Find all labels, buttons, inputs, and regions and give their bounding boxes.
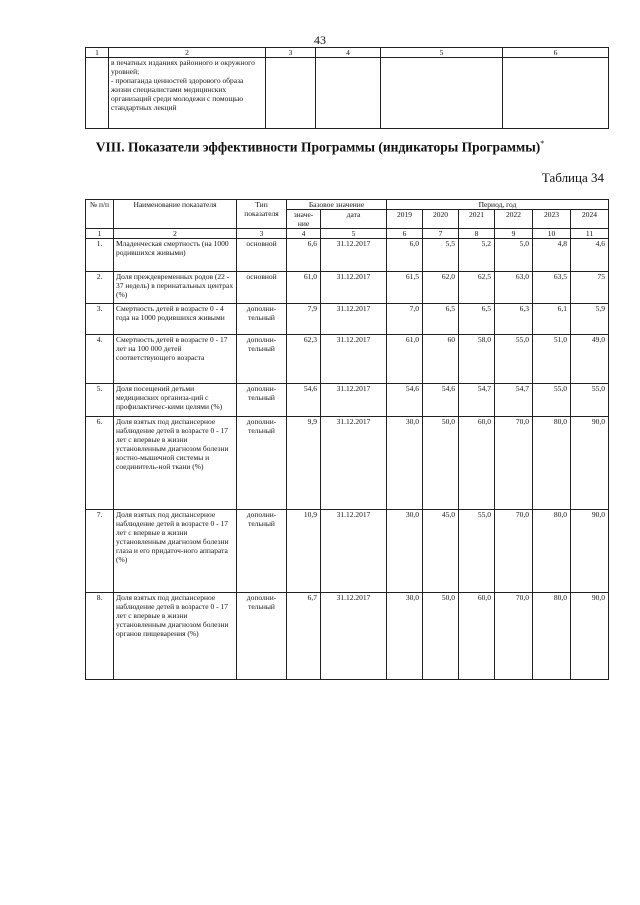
table-row bbox=[86, 272, 609, 304]
header-row bbox=[86, 200, 609, 210]
year-value: 54,6 bbox=[423, 384, 459, 417]
year-value: 5,5 bbox=[423, 239, 459, 272]
indicator-type: основной bbox=[237, 272, 287, 304]
continuation-body-row bbox=[86, 58, 609, 129]
continuation-table bbox=[85, 47, 609, 129]
indicator-name: Доля взятых под диспансерное наблюдение детей в возрасте 0 - 17 лет с впервые в жизни установленным диагнозом болезни костно-мышечной системы и соединитель-ной ткани (%) bbox=[114, 417, 237, 510]
base-date: 31.12.2017 bbox=[321, 510, 387, 593]
year-value: 70,0 bbox=[495, 510, 533, 593]
base-date: 31.12.2017 bbox=[321, 304, 387, 335]
year-header: 2019 bbox=[387, 210, 423, 229]
year-value: 90,0 bbox=[571, 593, 609, 680]
indicator-type: дополни-тельный bbox=[237, 593, 287, 680]
base-date: 31.12.2017 bbox=[321, 593, 387, 680]
col-number: 1 bbox=[86, 229, 114, 239]
base-value: 62,3 bbox=[287, 335, 321, 384]
column-number-row bbox=[86, 229, 609, 239]
year-value: 62,5 bbox=[459, 272, 495, 304]
base-date: 31.12.2017 bbox=[321, 417, 387, 510]
year-header: 2020 bbox=[423, 210, 459, 229]
year-value: 75 bbox=[571, 272, 609, 304]
year-value: 4,6 bbox=[571, 239, 609, 272]
col-header-base-date: дата bbox=[321, 210, 387, 229]
year-value: 30,0 bbox=[387, 510, 423, 593]
base-date: 31.12.2017 bbox=[321, 239, 387, 272]
table-row bbox=[86, 304, 609, 335]
year-value: 55,0 bbox=[571, 384, 609, 417]
indicator-name: Смертность детей в возрасте 0 - 17 лет на 100 000 детей соответствующего возраста bbox=[114, 335, 237, 384]
year-value: 80,0 bbox=[533, 510, 571, 593]
year-value: 60 bbox=[423, 335, 459, 384]
row-number: 5. bbox=[86, 384, 114, 417]
year-value: 6,3 bbox=[495, 304, 533, 335]
table-cell bbox=[381, 58, 503, 129]
table-row bbox=[86, 510, 609, 593]
year-value: 54,7 bbox=[459, 384, 495, 417]
indicator-type: дополни-тельный bbox=[237, 335, 287, 384]
year-header: 2023 bbox=[533, 210, 571, 229]
year-value: 30,0 bbox=[387, 593, 423, 680]
year-value: 60,0 bbox=[459, 417, 495, 510]
col-header-period: Период, год bbox=[387, 200, 609, 210]
base-value: 54,6 bbox=[287, 384, 321, 417]
continuation-header-row bbox=[86, 48, 609, 58]
col-number: 9 bbox=[495, 229, 533, 239]
indicator-name: Доля взятых под диспансерное наблюдение детей в возрасте 0 - 17 лет с впервые в жизни установленным диагнозом болезни глаза и его придаточ-ного аппарата (%) bbox=[114, 510, 237, 593]
indicator-name: Доля преждевременных родов (22 - 37 недель) в перинатальных центрах (%) bbox=[114, 272, 237, 304]
col-number: 7 bbox=[423, 229, 459, 239]
year-value: 5,9 bbox=[571, 304, 609, 335]
col-header-name: Наименование показателя bbox=[114, 200, 237, 229]
col-header: 3 bbox=[266, 48, 316, 58]
year-value: 30,0 bbox=[387, 417, 423, 510]
indicator-type: дополни-тельный bbox=[237, 417, 287, 510]
year-value: 45,0 bbox=[423, 510, 459, 593]
year-value: 51,0 bbox=[533, 335, 571, 384]
year-value: 50,0 bbox=[423, 417, 459, 510]
table-cell bbox=[316, 58, 381, 129]
year-value: 4,8 bbox=[533, 239, 571, 272]
year-value: 49,0 bbox=[571, 335, 609, 384]
year-value: 54,6 bbox=[387, 384, 423, 417]
table-row bbox=[86, 384, 609, 417]
col-number: 4 bbox=[287, 229, 321, 239]
indicator-type: дополни-тельный bbox=[237, 384, 287, 417]
row-number: 8. bbox=[86, 593, 114, 680]
year-value: 6,0 bbox=[387, 239, 423, 272]
year-value: 63,0 bbox=[495, 272, 533, 304]
indicator-name: Доля посещений детьми медицинских организа-ций с профилактичес-кими целями (%) bbox=[114, 384, 237, 417]
year-value: 5,0 bbox=[495, 239, 533, 272]
base-value: 7,9 bbox=[287, 304, 321, 335]
row-number: 2. bbox=[86, 272, 114, 304]
table-row bbox=[86, 335, 609, 384]
row-number: 1. bbox=[86, 239, 114, 272]
year-value: 80,0 bbox=[533, 417, 571, 510]
base-date: 31.12.2017 bbox=[321, 335, 387, 384]
year-value: 90,0 bbox=[571, 417, 609, 510]
base-value: 61,0 bbox=[287, 272, 321, 304]
year-value: 70,0 bbox=[495, 593, 533, 680]
year-value: 61,5 bbox=[387, 272, 423, 304]
year-header: 2022 bbox=[495, 210, 533, 229]
row-number: 4. bbox=[86, 335, 114, 384]
base-value: 6,6 bbox=[287, 239, 321, 272]
year-value: 55,0 bbox=[459, 510, 495, 593]
section-title bbox=[0, 139, 640, 156]
table-caption: Таблица 34 bbox=[541, 170, 604, 185]
col-number: 5 bbox=[321, 229, 387, 239]
col-header: 6 bbox=[503, 48, 609, 58]
indicator-type: дополни-тельный bbox=[237, 304, 287, 335]
row-number: 6. bbox=[86, 417, 114, 510]
indicators-table bbox=[85, 199, 609, 680]
year-value: 60,0 bbox=[459, 593, 495, 680]
base-value: 10,9 bbox=[287, 510, 321, 593]
table-cell bbox=[86, 58, 109, 129]
year-value: 63,5 bbox=[533, 272, 571, 304]
page-number: 43 bbox=[314, 33, 326, 47]
year-value: 6,5 bbox=[423, 304, 459, 335]
col-header-num: № п/п bbox=[86, 200, 114, 229]
year-value: 7,0 bbox=[387, 304, 423, 335]
year-value: 90,0 bbox=[571, 510, 609, 593]
year-value: 55,0 bbox=[533, 384, 571, 417]
base-date: 31.12.2017 bbox=[321, 272, 387, 304]
year-value: 62,0 bbox=[423, 272, 459, 304]
row-number: 7. bbox=[86, 510, 114, 593]
year-value: 55,0 bbox=[495, 335, 533, 384]
indicator-name: Смертность детей в возрасте 0 - 4 года на 1000 родившихся живыми bbox=[114, 304, 237, 335]
col-number: 8 bbox=[459, 229, 495, 239]
col-header-type: Тип показателя bbox=[237, 200, 287, 229]
col-number: 6 bbox=[387, 229, 423, 239]
base-date: 31.12.2017 bbox=[321, 384, 387, 417]
table-cell bbox=[503, 58, 609, 129]
col-header: 2 bbox=[109, 48, 266, 58]
table-cell bbox=[266, 58, 316, 129]
col-number: 2 bbox=[114, 229, 237, 239]
year-value: 58,0 bbox=[459, 335, 495, 384]
table-row bbox=[86, 417, 609, 510]
col-header-base: Базовое значение bbox=[287, 200, 387, 210]
col-number: 3 bbox=[237, 229, 287, 239]
year-value: 6,5 bbox=[459, 304, 495, 335]
year-value: 5,2 bbox=[459, 239, 495, 272]
measure-text: в печатных изданиях районного и окружного уровней; - пропаганда ценностей здорового образа жизни специалистами медицинских организаций среди молодежи с помощью стандартных лекций bbox=[109, 58, 266, 129]
year-value: 6,1 bbox=[533, 304, 571, 335]
year-value: 70,0 bbox=[495, 417, 533, 510]
col-number: 11 bbox=[571, 229, 609, 239]
col-header-base-value: значе-ние bbox=[287, 210, 321, 229]
row-number: 3. bbox=[86, 304, 114, 335]
indicator-name: Доля взятых под диспансерное наблюдение детей в возрасте 0 - 17 лет с впервые в жизни установленным диагнозом болезни органов пищеварения (%) bbox=[114, 593, 237, 680]
base-value: 9,9 bbox=[287, 417, 321, 510]
year-header: 2021 bbox=[459, 210, 495, 229]
base-value: 6,7 bbox=[287, 593, 321, 680]
year-value: 54,7 bbox=[495, 384, 533, 417]
indicator-type: дополни-тельный bbox=[237, 510, 287, 593]
col-header: 4 bbox=[316, 48, 381, 58]
footnote-mark: * bbox=[540, 139, 545, 148]
col-header: 1 bbox=[86, 48, 109, 58]
table-row bbox=[86, 593, 609, 680]
table-row bbox=[86, 239, 609, 272]
indicator-type: основной bbox=[237, 239, 287, 272]
section-title-text: VIII. Показатели эффективности Программы (индикаторы Программы) bbox=[95, 139, 541, 155]
year-value: 61,0 bbox=[387, 335, 423, 384]
year-header: 2024 bbox=[571, 210, 609, 229]
indicator-name: Младенческая смертность (на 1000 родившихся живыми) bbox=[114, 239, 237, 272]
year-value: 80,0 bbox=[533, 593, 571, 680]
year-value: 50,0 bbox=[423, 593, 459, 680]
col-number: 10 bbox=[533, 229, 571, 239]
col-header: 5 bbox=[381, 48, 503, 58]
